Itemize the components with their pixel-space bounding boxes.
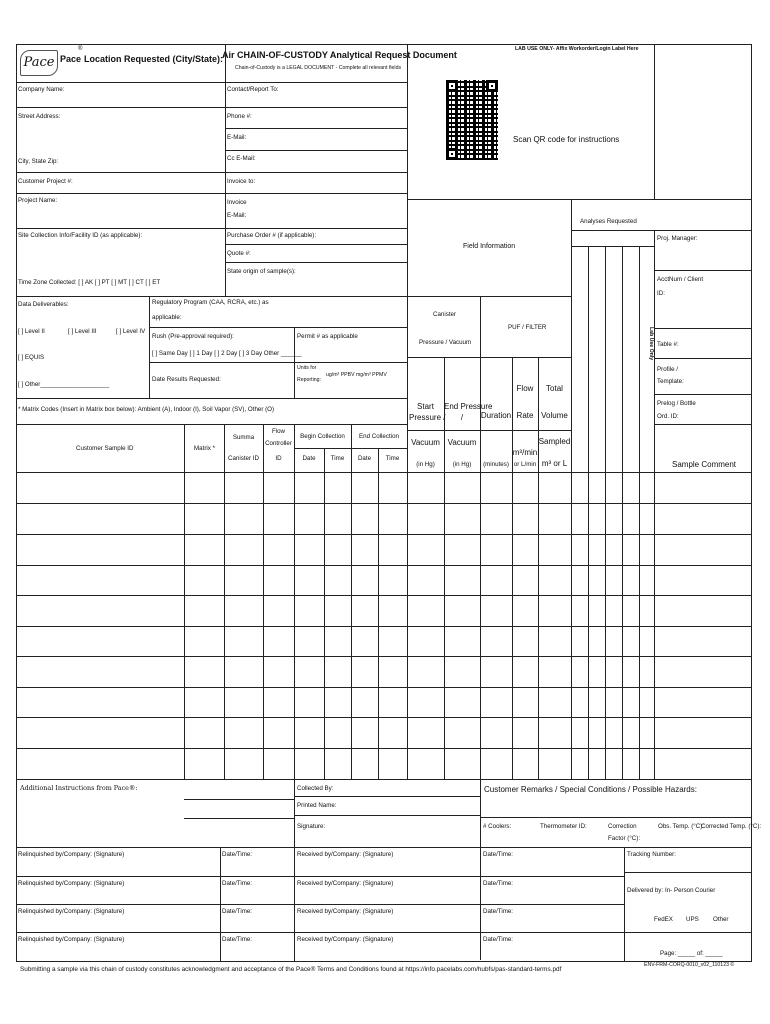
summa-header: Summa (232, 434, 255, 441)
other-delivery-option[interactable]: Other (713, 916, 729, 923)
street-address-label: Street Address: (18, 113, 61, 120)
end-pressure-slash: / (460, 413, 464, 422)
inhg-end-label: (in Hg) (452, 461, 472, 468)
data-deliverables-label: Data Deliverables: (18, 301, 69, 308)
canister-label: Canister (433, 311, 457, 318)
controller-header: Controller (265, 440, 292, 447)
invoice-to-label: Invoice to: (227, 178, 256, 185)
matrix-codes-note: * Matrix Codes (Insert in Matrix box below): Ambient (A), Indoor (I), Soil Vapor (SV), Other (O) (18, 406, 275, 413)
level2-option[interactable]: [ ] Level II (18, 328, 45, 335)
other-deliverable-option[interactable]: [ ] Other____________________ (18, 381, 110, 388)
start-pressure-label: Pressure / (409, 413, 446, 422)
pace-logo: Pace (20, 50, 58, 76)
level3-option[interactable]: [ ] Level III (68, 328, 97, 335)
doc-subtitle: Chain-of-Custody is a LEGAL DOCUMENT - Complete all relevant fields (235, 65, 402, 71)
date-results-label: Date Results Requested: (152, 376, 221, 383)
received-by-1: Received by/Company: (Signature) (297, 851, 394, 858)
received-datetime-1: Date/Time: (483, 851, 514, 858)
additional-instructions-label: Additional Instructions from Pace®: (20, 784, 138, 792)
regulatory-program-label: Regulatory Program (CAA, RCRA, etc.) as (152, 299, 269, 306)
puf-filter-label: PUF / FILTER (508, 324, 547, 331)
sample-comment-label: Sample Comment (672, 460, 737, 469)
obs-temp-label: Obs. Temp. (°C): (658, 823, 705, 830)
customer-project-label: Customer Project #: (18, 178, 73, 185)
relinquished-by-1: Relinquished by/Company: (Signature) (18, 851, 125, 858)
start-label: Start (417, 402, 434, 411)
doc-title: Air CHAIN-OF-CUSTODY Analytical Request Document (222, 50, 457, 60)
correction-label: Correction (608, 823, 637, 830)
phone-label: Phone #: (227, 113, 252, 120)
relinquished-by-2: Relinquished by/Company: (Signature) (18, 880, 125, 887)
end-collection-header: End Collection (359, 433, 399, 440)
corrected-temp-label: Corrected Temp. (°C): (701, 823, 762, 830)
table-row (16, 779, 752, 780)
invoice-label: Invoice (227, 199, 247, 206)
project-name-label: Project Name: (18, 197, 58, 204)
invoice-email-label: E-Mail: (227, 212, 247, 219)
level4-option[interactable]: [ ] Level IV (116, 328, 146, 335)
fedex-option[interactable]: FedEX (654, 916, 673, 923)
printed-name-label: Printed Name: (297, 802, 337, 809)
table-row (16, 717, 752, 718)
company-name-label: Company Name: (18, 86, 65, 93)
table-row (16, 472, 752, 473)
volume-label: Volume (541, 411, 568, 420)
courier-option[interactable]: Courier (695, 887, 716, 894)
vacuum-start-label: Vacuum (411, 438, 440, 447)
scan-qr-label: Scan QR code for instructions (513, 135, 620, 144)
table-row (16, 565, 752, 566)
permit-label: Permit # as applicable (297, 333, 358, 340)
city-state-label: City, State Zip: (18, 158, 59, 165)
page-of-label: Page: _____ of: _____ (660, 950, 723, 957)
relinquished-datetime-1: Date/Time: (222, 851, 253, 858)
m3-or-l-label: m³ or L (541, 459, 568, 468)
regulatory-applicable-label: applicable: (152, 314, 182, 321)
signature-label: Signature: (297, 823, 326, 830)
location-label: Location Requested (City/State): (84, 54, 224, 64)
po-label: Purchase Order # (if applicable): (227, 232, 317, 239)
acctnum-label: AcctNum / Client (657, 276, 704, 283)
relinquished-datetime-3: Date/Time: (222, 908, 253, 915)
end-time-header: Time (385, 455, 400, 462)
site-collection-label: Site Collection Info/Facility ID (as applicable): (18, 232, 143, 239)
table-row (16, 748, 752, 749)
proj-manager-label: Proj. Manager: (657, 235, 698, 242)
inhg-start-label: (in Hg) (416, 461, 435, 468)
end-date-header: Date (357, 455, 372, 462)
footer-terms-note: Submitting a sample via this chain of custody constitutes acknowledgment and acceptance of the Pace® Terms and Conditions found at https://info.pacelabs.com/hubfs/pas-standard-terms.pdf (20, 966, 562, 973)
quote-label: Quote #: (227, 250, 251, 257)
table-row (16, 626, 752, 627)
received-by-2: Received by/Company: (Signature) (297, 880, 394, 887)
rush-label: Rush (Pre-approval required): (152, 333, 234, 340)
received-by-4: Received by/Company: (Signature) (297, 936, 394, 943)
minutes-label: (minutes) (483, 461, 509, 468)
table-row (16, 656, 752, 657)
lab-use-label: LAB USE ONLY- Affix Workorder/Login Label Here (515, 46, 639, 52)
table-row (16, 687, 752, 688)
coolers-label: # Coolers: (483, 823, 512, 830)
customer-sample-id-header: Customer Sample ID (76, 445, 134, 452)
received-datetime-3: Date/Time: (483, 908, 514, 915)
rate-label: Rate (516, 411, 534, 420)
controller-id-header: ID (275, 455, 282, 462)
table-row (16, 534, 752, 535)
received-by-3: Received by/Company: (Signature) (297, 908, 394, 915)
collected-by-label: Collected By: (297, 785, 334, 792)
state-origin-label: State origin of sample(s): (227, 268, 296, 275)
matrix-header: Matrix * (194, 445, 215, 452)
ups-option[interactable]: UPS (686, 916, 699, 923)
canister-id-header: Canister ID (228, 455, 259, 462)
table-row (16, 595, 752, 596)
bottle-ord-label: Ord. ID: (657, 413, 679, 420)
thermometer-label: Thermometer ID: (540, 823, 587, 830)
total-label: Total (546, 384, 563, 393)
form-id: ENV-FRM-CORQ-0010_v02_110123 © (644, 962, 735, 968)
begin-date-header: Date (302, 455, 316, 462)
relinquished-datetime-4: Date/Time: (222, 936, 253, 943)
equis-option[interactable]: [ ] EQUIS (18, 354, 45, 361)
lab-use-only-vertical: Lab Use Only (648, 327, 654, 361)
field-info-title: Field Information (463, 243, 516, 250)
m3min-label: m³/min (512, 448, 538, 457)
received-datetime-4: Date/Time: (483, 936, 514, 943)
in-person-option[interactable]: In- Person (665, 887, 694, 894)
end-pressure-label: End Pressure (444, 402, 493, 411)
flow-label: Flow (516, 384, 534, 393)
relinquished-by-4: Relinquished by/Company: (Signature) (18, 936, 125, 943)
analyses-requested-label: Analyses Requested (580, 218, 637, 225)
delivered-by-label: Delivered by: (627, 887, 664, 894)
template-label: Template: (657, 378, 684, 385)
begin-collection-header: Begin Collection (300, 433, 345, 440)
brand-mark: ® (78, 46, 83, 52)
received-datetime-2: Date/Time: (483, 880, 514, 887)
time-zone-label: Time Zone Collected: [ ] AK [ ] PT [ ] MT [ ] CT [ ] ET (18, 279, 161, 286)
relinquished-by-3: Relinquished by/Company: (Signature) (18, 908, 125, 915)
cc-email-label: Cc E-Mail: (227, 155, 256, 162)
customer-remarks-label: Customer Remarks / Special Conditions / Possible Hazards: (484, 785, 697, 794)
flow-header: Flow (271, 428, 286, 435)
table-row (16, 503, 752, 504)
prelog-label: Prelog / Bottle (657, 400, 696, 407)
email-label: E-Mail: (227, 134, 247, 141)
qr-code (446, 80, 498, 160)
vacuum-end-label: Vacuum (447, 438, 477, 447)
sampled-label: Sampled (538, 437, 571, 446)
units-for-label: Units for (297, 365, 317, 371)
rush-options[interactable]: [ ] Same Day [ ] 1 Day [ ] 2 Day [ ] 3 Day Other ______ (152, 350, 302, 357)
relinquished-datetime-2: Date/Time: (222, 880, 253, 887)
brand-name: Pace (60, 54, 82, 64)
reporting-label: Reporting: (297, 377, 321, 383)
acctnum-id-label: ID: (657, 290, 665, 297)
begin-time-header: Time (330, 455, 345, 462)
duration-label: Duration (480, 411, 512, 420)
table-number-label: Table #: (657, 341, 679, 348)
units-options[interactable]: ug/m³ PPBV mg/m³ PPMV (326, 372, 387, 378)
canister-pressure-label: Pressure / Vacuum (419, 339, 472, 346)
lmin-label: or L/min (513, 461, 537, 468)
tracking-number-label: Tracking Number: (627, 851, 676, 858)
correction-factor-label: Factor (°C): (608, 835, 641, 842)
contact-label: Contact/Report To: (227, 86, 279, 93)
profile-label: Profile / (657, 366, 678, 373)
